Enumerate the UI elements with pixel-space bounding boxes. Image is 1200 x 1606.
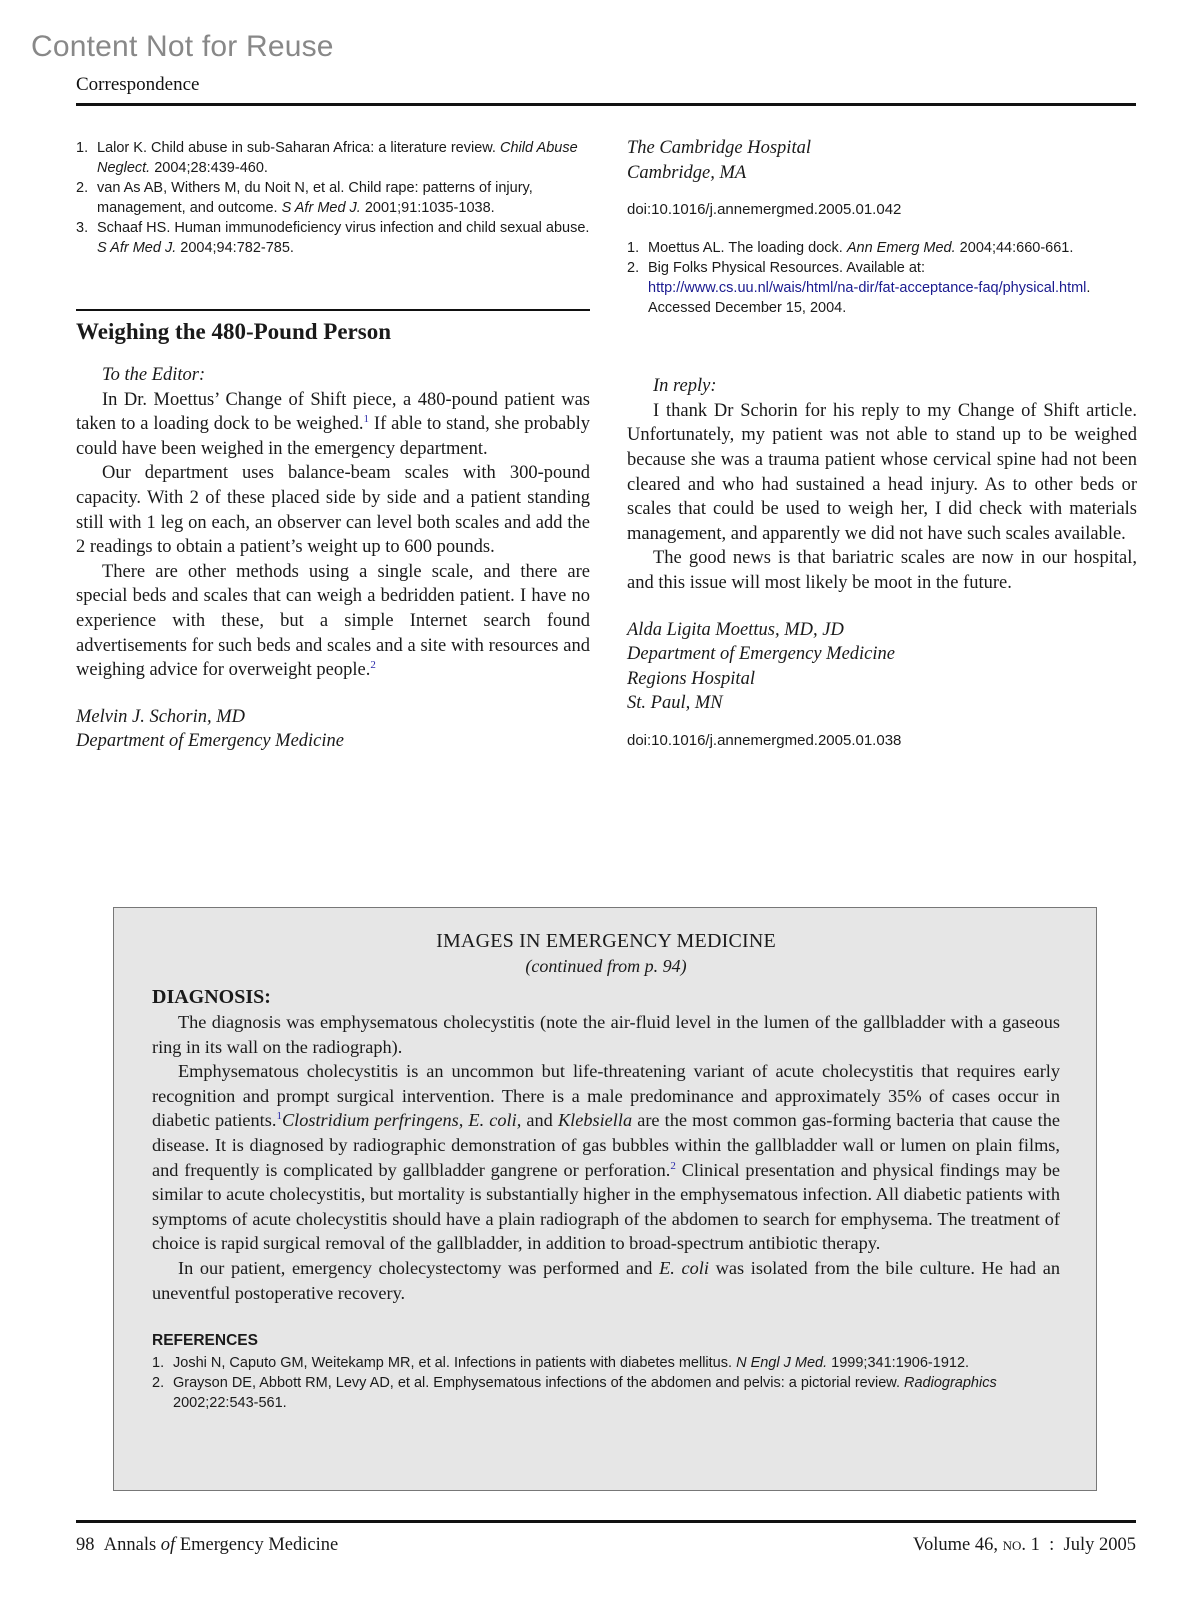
letter-doi: doi:10.1016/j.annemergmed.2005.01.042 bbox=[627, 201, 902, 219]
reference-item: 1. Moettus AL. The loading dock. Ann Emerg Med. 2004;44:660-661. bbox=[627, 240, 1074, 257]
previous-letter-references bbox=[76, 138, 590, 258]
citation-superscript: 1 bbox=[363, 413, 370, 426]
diagnosis-paragraph: Emphysematous cholecystitis is an uncommon but life-threatening variant of acute cholecystitis that requires early recognition and prompt surgical intervention. There is a male predominance and approximately 35% of cases occur in diabetic patients.$^1$Clostridium perfringens, E. coli, and Klebsiella are the most common gas-forming bacteria that cause the disease. It is diagnosed by radiographic demonstration of gas bubbles within the gallbladder wall or lumen on plain films, and frequently is complicated by gallbladder gangrene or perforation.$^2$ Clinical presentation and physical findings may be similar to acute cholecystitis, but mortality is substantially higher in the emphysematous infection. All diabetic patients with symptoms of acute cholecystitis should have a plain radiograph of the abdomen to search for emphysema. The treatment of choice is rapid surgical removal of the gallbladder, in addition to broad-spectrum antibiotic therapy. bbox=[152, 1061, 1060, 1254]
box-references-heading: REFERENCES bbox=[152, 1332, 258, 1350]
reply-paragraph: The good news is that bariatric scales are now in our hospital, and this issue will most likely be moot in the future. bbox=[627, 548, 1137, 593]
letter-paragraph: There are other methods using a single scale, and there are special beds and scales that can weigh a bedridden patient. I have no experience with these, but a simple Internet search found advertisements for such beds and scales and a site with resources and weighing advice for overweight people.$^2$ bbox=[76, 561, 590, 681]
footer-volume: Volume 46, no. 1 : July 2005 bbox=[913, 1535, 1136, 1555]
right-column bbox=[627, 136, 1137, 749]
reference-item: 3. Schaaf HS. Human immunodeficiency virus infection and child sexual abuse. S Afr Med J. 2004;94:782-785. bbox=[76, 220, 590, 256]
page-number: 98 bbox=[76, 1535, 95, 1555]
citation-superscript: 2 bbox=[670, 1159, 676, 1172]
reference-item: 1. Lalor K. Child abuse in sub-Saharan Africa: a literature review. Child Abuse Neglect. 2004;28:439-460. bbox=[76, 140, 578, 176]
box-subtitle: (continued from p. 94) bbox=[525, 956, 687, 976]
reply-doi: doi:10.1016/j.annemergmed.2005.01.038 bbox=[627, 731, 902, 749]
box-references bbox=[152, 1353, 1060, 1413]
letter-title: Weighing the 480-Pound Person bbox=[76, 319, 392, 344]
reference-item: 1. Joshi N, Caputo GM, Weitekamp MR, et al. Infections in patients with diabetes mellitus. N Engl J Med. 1999;341:1906-1912. bbox=[152, 1355, 970, 1372]
reference-link[interactable]: http://www.cs.uu.nl/wais/html/na-dir/fat-acceptance-faq/physical.html bbox=[648, 280, 1087, 297]
footer-journal: 98 Annals of Emergency Medicine bbox=[76, 1535, 339, 1555]
letter-hospital: The Cambridge Hospital bbox=[627, 138, 811, 158]
diagnosis-paragraph: The diagnosis was emphysematous cholecystitis (note the air-fluid level in the lumen of the gallbladder with a gaseous ring in its wall on the radiograph). bbox=[152, 1012, 1060, 1057]
bottom-rule bbox=[76, 1520, 1136, 1523]
letter-city: Cambridge, MA bbox=[627, 162, 747, 183]
diagnosis-paragraph: In our patient, emergency cholecystectomy was performed and E. coli was isolated from the bile culture. He had an uneventful postoperative recovery. bbox=[152, 1257, 1060, 1303]
diagnosis-heading: DIAGNOSIS: bbox=[152, 986, 271, 1008]
letter-salutation: To the Editor: bbox=[102, 365, 206, 385]
letter-author: Melvin J. Schorin, MD bbox=[76, 706, 246, 727]
reply-salutation: In reply: bbox=[653, 376, 717, 397]
images-in-em-box bbox=[113, 907, 1097, 1491]
reply-hospital: Regions Hospital bbox=[627, 668, 755, 689]
reference-item: 2. Big Folks Physical Resources. Available at: http://www.cs.uu.nl/wais/html/na-dir/fat-acceptance-faq/physical.html. Accessed December 15, 2004. bbox=[627, 260, 1091, 317]
left-column bbox=[76, 138, 590, 754]
top-rule bbox=[76, 103, 1136, 106]
section-rule bbox=[76, 309, 590, 311]
letter-references bbox=[627, 238, 1137, 318]
reference-item: 2. Grayson DE, Abbott RM, Levy AD, et al. Emphysematous infections of the abdomen and pelvis: a pictorial review. Radiographics 2002;22:543-561. bbox=[152, 1375, 997, 1412]
running-head: Correspondence bbox=[76, 74, 200, 95]
reply-city: St. Paul, MN bbox=[627, 693, 723, 714]
box-title: IMAGES IN EMERGENCY MEDICINE bbox=[436, 930, 776, 952]
citation-superscript: 2 bbox=[370, 658, 376, 671]
reply-department: Department of Emergency Medicine bbox=[627, 644, 895, 665]
letter-department: Department of Emergency Medicine bbox=[76, 731, 344, 752]
reply-author: Alda Ligita Moettus, MD, JD bbox=[627, 619, 844, 640]
letter-paragraph: Our department uses balance-beam scales with 300-pound capacity. With 2 of these placed side by side and a patient standing still with 1 leg on each, an observer can level both scales and add the 2 readings to obtain a patient’s weight up to 600 pounds. bbox=[76, 463, 590, 558]
letter-paragraph: In Dr. Moettus’ Change of Shift piece, a 480-pound patient was taken to a loading dock to be weighed.$^1$ If able to stand, she probably could have been weighed in the emergency department. bbox=[76, 389, 590, 459]
reference-item: 2. van As AB, Withers M, du Noit N, et al. Child rape: patterns of injury, management, and outcome. S Afr Med J. 2001;91:1035-1038. bbox=[76, 180, 533, 216]
citation-superscript: 1 bbox=[276, 1110, 282, 1123]
reply-paragraph: I thank Dr Schorin for his reply to my Change of Shift article. Unfortunately, my patient was not able to stand up to be weighed because she was a trauma patient whose cervical spine had not been cleared and who had sustained a head injury. As to other beds or scales that could be used to weigh her, I did check with materials management, and apparently we did not have such scales available. bbox=[627, 400, 1137, 544]
watermark-text: Content Not for Reuse bbox=[31, 30, 334, 63]
